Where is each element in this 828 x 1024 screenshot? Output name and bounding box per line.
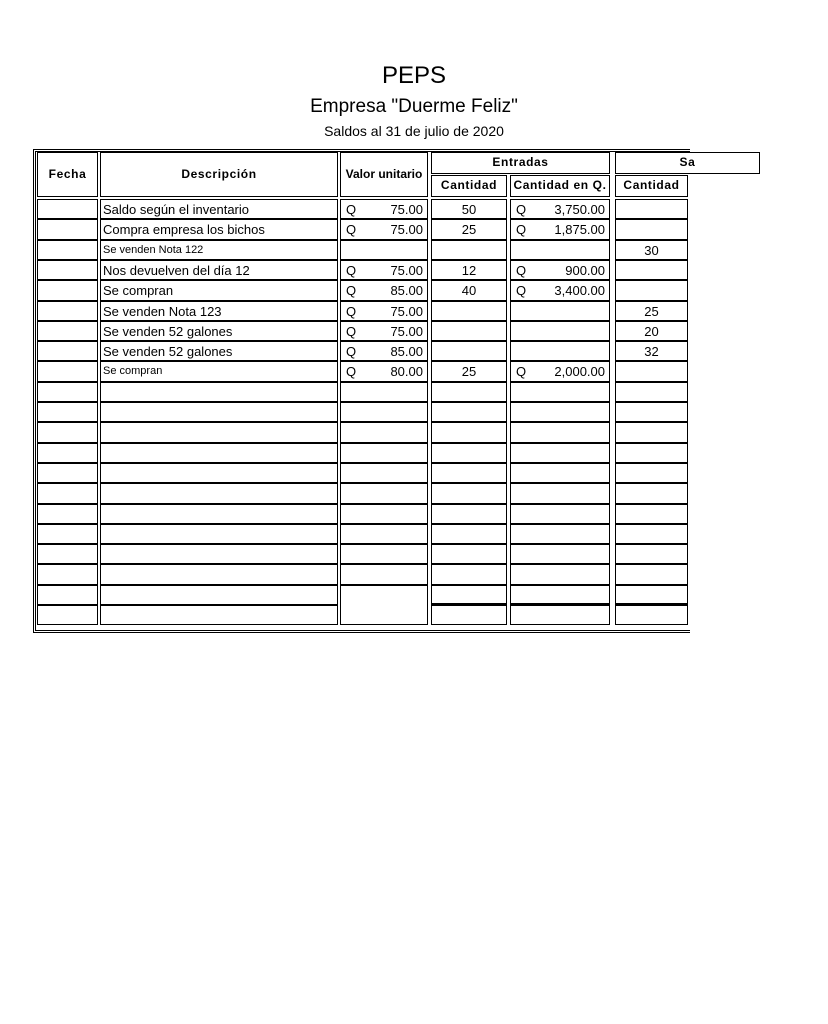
currency-symbol: Q: [346, 222, 357, 237]
fecha-cell[interactable]: [37, 301, 98, 321]
entradas-cantidad-cell[interactable]: [431, 544, 507, 564]
fecha-cell[interactable]: [37, 585, 98, 605]
valor-unitario-cell[interactable]: [340, 504, 428, 524]
descripcion-cell[interactable]: [100, 463, 338, 483]
valor-unitario-value: 80.00: [390, 364, 423, 379]
salidas-cantidad-cell[interactable]: [615, 260, 688, 280]
currency-symbol: Q: [346, 283, 357, 298]
salidas-cantidad-cell[interactable]: [615, 443, 688, 463]
header-salidas-cantidad: Cantidad: [615, 175, 688, 197]
descripcion-cell[interactable]: [100, 382, 338, 402]
fecha-cell[interactable]: [37, 544, 98, 564]
currency-symbol: Q: [346, 364, 357, 379]
header-fecha: Fecha: [37, 152, 98, 197]
salidas-cantidad-cell[interactable]: [615, 219, 688, 240]
entradas-cantidad-q-cell[interactable]: [510, 361, 610, 382]
entradas-cantidad-q-value: 1,875.00: [554, 222, 605, 237]
currency-symbol: Q: [516, 222, 527, 237]
fecha-cell[interactable]: [37, 483, 98, 504]
entradas-cantidad-cell[interactable]: 40: [431, 280, 507, 301]
entradas-cantidad-cell[interactable]: 25: [431, 361, 507, 382]
descripcion-cell[interactable]: [100, 605, 338, 625]
fecha-cell[interactable]: [37, 280, 98, 301]
salidas-cantidad-cell[interactable]: [615, 361, 688, 382]
descripcion-cell[interactable]: [100, 402, 338, 422]
entradas-cantidad-q-cell[interactable]: [510, 280, 610, 301]
salidas-cantidad-cell[interactable]: [615, 483, 688, 504]
salidas-cantidad-cell[interactable]: [615, 564, 688, 585]
valor-unitario-cell[interactable]: [340, 260, 428, 280]
fecha-cell[interactable]: [37, 605, 98, 625]
valor-unitario-value: 75.00: [390, 222, 423, 237]
currency-symbol: Q: [516, 364, 527, 379]
valor-unitario-value: 75.00: [390, 202, 423, 217]
descripcion-cell[interactable]: Se compran: [100, 280, 338, 301]
currency-symbol: Q: [346, 202, 357, 217]
salidas-cantidad-cell[interactable]: 20: [615, 321, 688, 341]
page-title: PEPS: [381, 62, 447, 89]
currency-symbol: Q: [346, 344, 357, 359]
entradas-cantidad-cell[interactable]: [431, 422, 507, 443]
descripcion-cell[interactable]: Se venden Nota 123: [100, 301, 338, 321]
descripcion-cell[interactable]: Se compran: [100, 361, 338, 382]
fecha-cell[interactable]: [37, 463, 98, 483]
descripcion-cell[interactable]: Compra empresa los bichos: [100, 219, 338, 240]
entradas-cantidad-q-value: 900.00: [565, 263, 605, 278]
inventory-table: [33, 149, 696, 633]
fecha-cell[interactable]: [37, 382, 98, 402]
currency-symbol: Q: [346, 304, 357, 319]
entradas-cantidad-q-value: 2,000.00: [554, 364, 605, 379]
entradas-cantidad-cell[interactable]: [431, 402, 507, 422]
valor-unitario-cell[interactable]: [340, 280, 428, 301]
fecha-cell[interactable]: [37, 219, 98, 240]
entradas-cantidad-cell[interactable]: [431, 564, 507, 585]
valor-unitario-cell[interactable]: [340, 321, 428, 341]
entradas-cantidad-cell[interactable]: [431, 605, 507, 625]
fecha-cell[interactable]: [37, 443, 98, 463]
date-line: Saldos al 31 de julio de 2020: [324, 123, 504, 139]
currency-symbol: Q: [516, 283, 527, 298]
entradas-cantidad-q-cell[interactable]: [510, 544, 610, 564]
entradas-cantidad-q-cell[interactable]: [510, 402, 610, 422]
fecha-cell[interactable]: [37, 260, 98, 280]
salidas-cantidad-cell[interactable]: [615, 422, 688, 443]
descripcion-cell[interactable]: [100, 483, 338, 504]
salidas-cantidad-cell[interactable]: [615, 524, 688, 544]
fecha-cell[interactable]: [37, 504, 98, 524]
valor-unitario-cell[interactable]: [340, 341, 428, 361]
entradas-cantidad-cell[interactable]: [431, 524, 507, 544]
descripcion-cell[interactable]: [100, 524, 338, 544]
entradas-cantidad-q-cell[interactable]: [510, 524, 610, 544]
fecha-cell[interactable]: [37, 564, 98, 585]
entradas-cantidad-q-cell[interactable]: [510, 585, 610, 605]
valor-unitario-value: 85.00: [390, 283, 423, 298]
descripcion-cell[interactable]: Se venden 52 galones: [100, 341, 338, 361]
valor-unitario-cell[interactable]: [340, 422, 428, 443]
entradas-cantidad-cell[interactable]: [431, 341, 507, 361]
currency-symbol: Q: [346, 324, 357, 339]
salidas-cantidad-cell[interactable]: 25: [615, 301, 688, 321]
entradas-cantidad-cell[interactable]: 25: [431, 219, 507, 240]
valor-unitario-cell[interactable]: [340, 402, 428, 422]
entradas-cantidad-q-cell[interactable]: [510, 564, 610, 585]
entradas-cantidad-cell[interactable]: [431, 382, 507, 402]
entradas-cantidad-cell[interactable]: [431, 483, 507, 504]
entradas-cantidad-q-cell[interactable]: [510, 463, 610, 483]
entradas-cantidad-q-value: 3,400.00: [554, 283, 605, 298]
entradas-cantidad-q-cell[interactable]: [510, 483, 610, 504]
valor-unitario-value: 75.00: [390, 263, 423, 278]
entradas-cantidad-q-cell[interactable]: [510, 240, 610, 260]
descripcion-cell[interactable]: [100, 504, 338, 524]
fecha-cell[interactable]: [37, 240, 98, 260]
currency-symbol: Q: [516, 263, 527, 278]
salidas-cantidad-cell[interactable]: [615, 402, 688, 422]
fecha-cell[interactable]: [37, 361, 98, 382]
entradas-cantidad-cell[interactable]: 12: [431, 260, 507, 280]
currency-symbol: Q: [516, 202, 527, 217]
valor-unitario-cell[interactable]: [340, 240, 428, 260]
entradas-cantidad-q-cell[interactable]: [510, 301, 610, 321]
descripcion-cell[interactable]: Se venden Nota 122: [100, 240, 338, 260]
entradas-cantidad-cell[interactable]: [431, 321, 507, 341]
header-entradas: Entradas: [431, 152, 610, 174]
entradas-cantidad-cell[interactable]: [431, 301, 507, 321]
valor-unitario-cell[interactable]: [340, 564, 428, 585]
entradas-cantidad-q-cell[interactable]: [510, 199, 610, 219]
entradas-cantidad-q-cell[interactable]: [510, 219, 610, 240]
salidas-cantidad-cell[interactable]: 30: [615, 240, 688, 260]
descripcion-cell[interactable]: Se venden 52 galones: [100, 321, 338, 341]
salidas-cantidad-cell[interactable]: [615, 504, 688, 524]
entradas-cantidad-cell[interactable]: [431, 504, 507, 524]
fecha-cell[interactable]: [37, 524, 98, 544]
valor-unitario-cell[interactable]: [340, 199, 428, 219]
entradas-cantidad-q-cell[interactable]: [510, 422, 610, 443]
descripcion-cell[interactable]: Saldo según el inventario: [100, 199, 338, 219]
fecha-cell[interactable]: [37, 199, 98, 219]
valor-unitario-cell[interactable]: [340, 463, 428, 483]
entradas-cantidad-q-cell[interactable]: [510, 443, 610, 463]
header-entradas-cantidad: Cantidad: [431, 175, 507, 197]
entradas-cantidad-q-value: 3,750.00: [554, 202, 605, 217]
entradas-cantidad-q-cell[interactable]: [510, 321, 610, 341]
salidas-cantidad-cell[interactable]: [615, 280, 688, 301]
entradas-cantidad-q-cell[interactable]: [510, 260, 610, 280]
entradas-cantidad-cell[interactable]: [431, 443, 507, 463]
salidas-cantidad-cell[interactable]: [615, 199, 688, 219]
entradas-cantidad-cell[interactable]: 50: [431, 199, 507, 219]
entradas-cantidad-cell[interactable]: [431, 463, 507, 483]
valor-unitario-value: 85.00: [390, 344, 423, 359]
entradas-cantidad-q-cell[interactable]: [510, 341, 610, 361]
fecha-cell[interactable]: [37, 422, 98, 443]
fecha-cell[interactable]: [37, 321, 98, 341]
valor-unitario-cell[interactable]: [340, 483, 428, 504]
entradas-cantidad-q-cell[interactable]: [510, 605, 610, 625]
fecha-cell[interactable]: [37, 341, 98, 361]
descripcion-cell[interactable]: [100, 443, 338, 463]
valor-unitario-cell[interactable]: [340, 585, 428, 625]
header-descripcion: Descripción: [100, 152, 338, 197]
descripcion-cell[interactable]: [100, 544, 338, 564]
header-entradas-cantidad-q: Cantidad en Q.: [510, 175, 610, 197]
company-name: Empresa "Duerme Feliz": [310, 96, 518, 117]
valor-unitario-cell[interactable]: [340, 219, 428, 240]
entradas-cantidad-cell[interactable]: [431, 585, 507, 605]
valor-unitario-value: 75.00: [390, 304, 423, 319]
descripcion-cell[interactable]: [100, 564, 338, 585]
valor-unitario-cell[interactable]: [340, 361, 428, 382]
salidas-cantidad-cell[interactable]: [615, 382, 688, 402]
valor-unitario-cell[interactable]: [340, 544, 428, 564]
salidas-cantidad-cell[interactable]: [615, 605, 688, 625]
valor-unitario-cell[interactable]: [340, 443, 428, 463]
entradas-cantidad-cell[interactable]: [431, 240, 507, 260]
entradas-cantidad-q-cell[interactable]: [510, 382, 610, 402]
currency-symbol: Q: [346, 263, 357, 278]
salidas-cantidad-cell[interactable]: [615, 463, 688, 483]
salidas-cantidad-cell[interactable]: [615, 544, 688, 564]
salidas-cantidad-cell[interactable]: [615, 585, 688, 605]
valor-unitario-cell[interactable]: [340, 382, 428, 402]
descripcion-cell[interactable]: [100, 422, 338, 443]
valor-unitario-cell[interactable]: [340, 524, 428, 544]
header-salidas: Sa: [615, 152, 760, 174]
fecha-cell[interactable]: [37, 402, 98, 422]
header-valor-unitario: Valor unitario: [340, 152, 428, 197]
descripcion-cell[interactable]: Nos devuelven del día 12: [100, 260, 338, 280]
descripcion-cell[interactable]: [100, 585, 338, 605]
salidas-cantidad-cell[interactable]: 32: [615, 341, 688, 361]
valor-unitario-cell[interactable]: [340, 301, 428, 321]
valor-unitario-value: 75.00: [390, 324, 423, 339]
entradas-cantidad-q-cell[interactable]: [510, 504, 610, 524]
